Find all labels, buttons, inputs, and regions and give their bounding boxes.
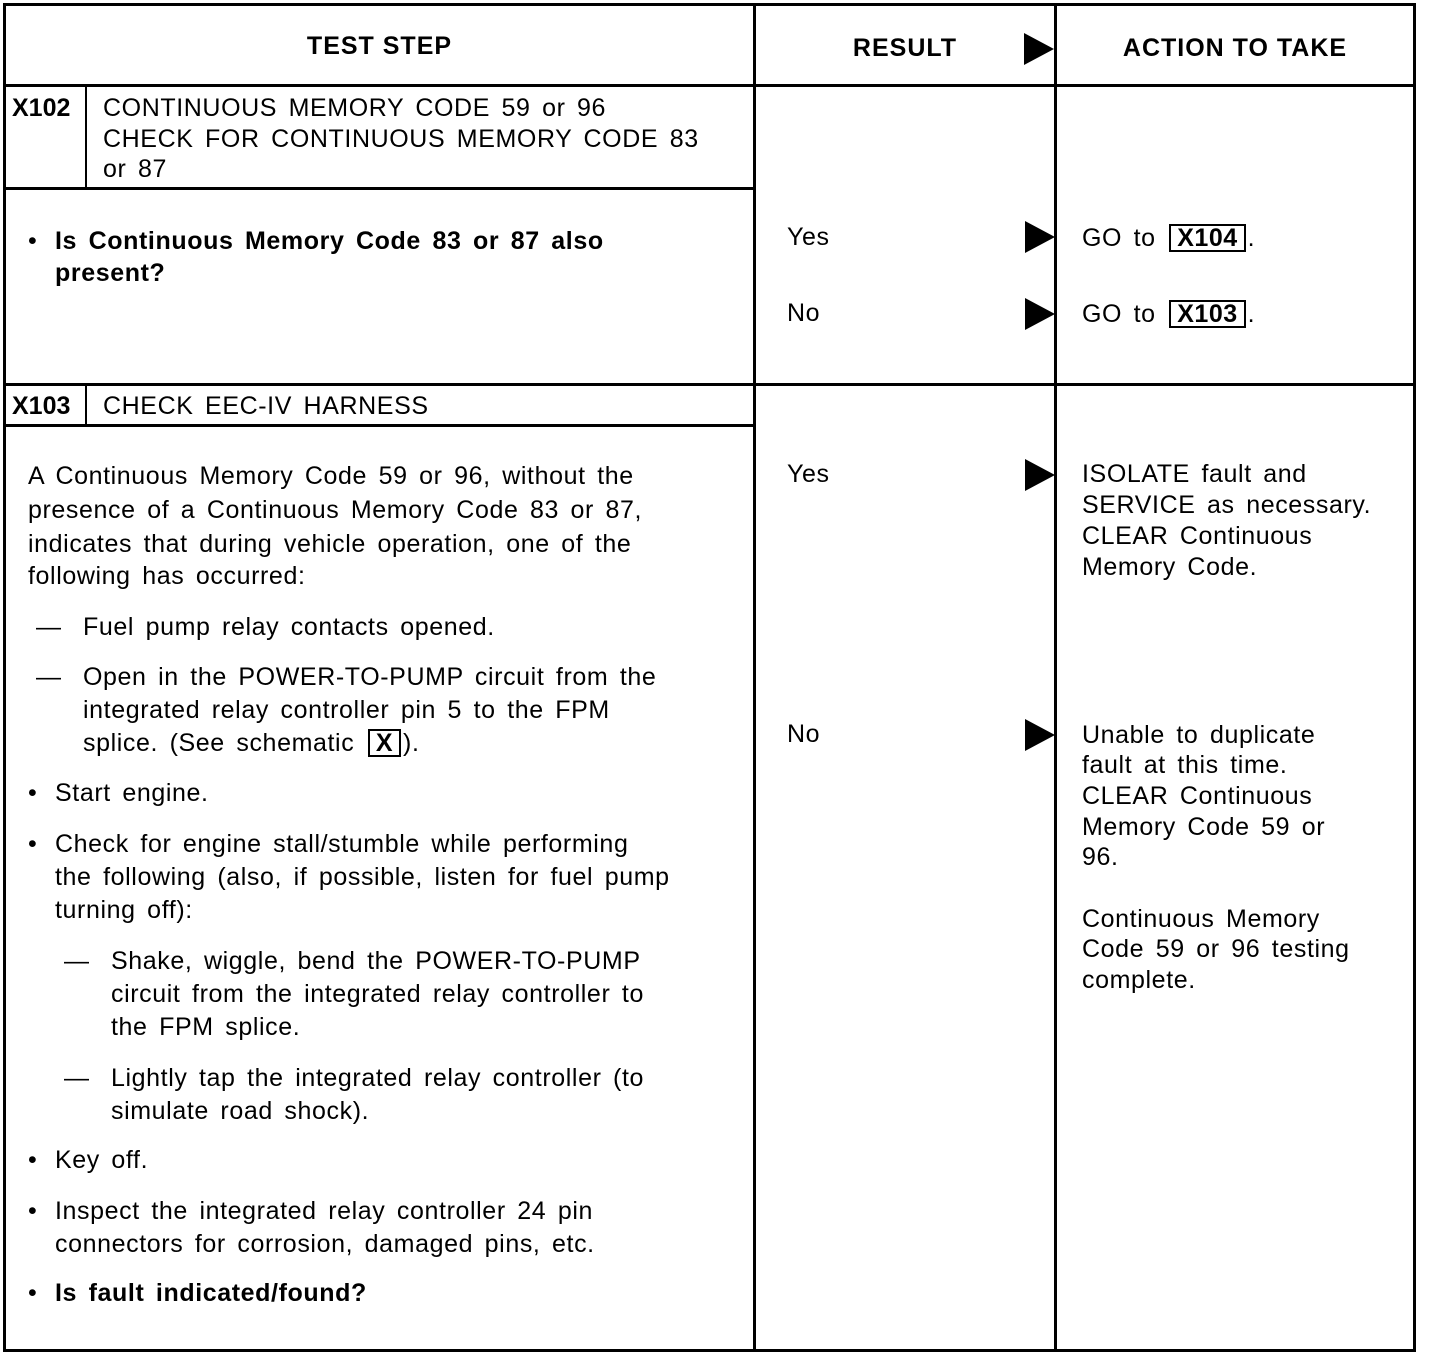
bullet-icon: • bbox=[28, 227, 37, 255]
result-yes: Yes bbox=[787, 223, 830, 251]
bullet-inspect-line: connectors for corrosion, damaged pins, etc. bbox=[55, 1230, 595, 1258]
step-x103-id-divider bbox=[85, 386, 87, 426]
sub-item-shake-line: circuit from the integrated relay controller to bbox=[111, 980, 644, 1008]
bullet-icon: • bbox=[28, 1279, 37, 1307]
result-arrow-icon bbox=[1025, 221, 1055, 253]
bullet-check-line: turning off): bbox=[55, 896, 193, 924]
result-arrow-icon bbox=[1025, 298, 1055, 330]
dash-icon: — bbox=[64, 1064, 89, 1092]
dash-icon: — bbox=[36, 613, 61, 641]
intro-line: A Continuous Memory Code 59 or 96, without the bbox=[28, 462, 634, 490]
intro-line: following has occurred: bbox=[28, 562, 306, 590]
step-x102-question-line: present? bbox=[55, 259, 166, 287]
bullet-icon: • bbox=[28, 830, 37, 858]
step-ref-x103[interactable]: X103 bbox=[1169, 300, 1245, 328]
table-border-right bbox=[1413, 3, 1416, 1352]
action-note-line: Code 59 or 96 testing bbox=[1082, 935, 1350, 963]
action-goto-x104 bbox=[1082, 222, 1255, 254]
sub-item-shake-line: Shake, wiggle, bend the POWER-TO-PUMP bbox=[111, 947, 641, 975]
step-ref-x104[interactable]: X104 bbox=[1169, 224, 1245, 252]
bullet-icon: • bbox=[28, 779, 37, 807]
action-line: Unable to duplicate bbox=[1082, 721, 1316, 749]
action-goto-suffix: . bbox=[1247, 300, 1256, 328]
header-action: ACTION TO TAKE bbox=[1122, 34, 1348, 62]
header-arrow-icon bbox=[1024, 33, 1054, 65]
step-id-x102: X102 bbox=[12, 94, 71, 122]
bullet-icon: • bbox=[28, 1146, 37, 1174]
dash-item-relay: Fuel pump relay contacts opened. bbox=[83, 613, 495, 641]
sub-item-shake-line: the FPM splice. bbox=[111, 1013, 301, 1041]
bullet-check-line: Check for engine stall/stumble while performing bbox=[55, 830, 629, 858]
dash-icon: — bbox=[64, 947, 89, 975]
step-x102-title-line: CONTINUOUS MEMORY CODE 59 or 96 bbox=[103, 94, 607, 122]
action-line: Memory Code. bbox=[1082, 553, 1258, 581]
result-arrow-icon bbox=[1025, 459, 1055, 491]
action-line: CLEAR Continuous bbox=[1082, 522, 1313, 550]
step-x102-id-divider bbox=[85, 87, 87, 188]
step-x103-title-divider bbox=[3, 424, 756, 427]
action-goto-text: GO to bbox=[1082, 300, 1156, 328]
schematic-ref-x[interactable]: X bbox=[368, 729, 401, 757]
result-yes: Yes bbox=[787, 460, 830, 488]
action-line: fault at this time. bbox=[1082, 751, 1288, 779]
action-line: 96. bbox=[1082, 843, 1119, 871]
column-divider-action bbox=[1054, 3, 1057, 1352]
bullet-start-engine: Start engine. bbox=[55, 779, 209, 807]
action-line: Memory Code 59 or bbox=[1082, 813, 1326, 841]
bullet-check-line: the following (also, if possible, listen for fuel pump bbox=[55, 863, 670, 891]
table-border-left bbox=[3, 3, 6, 1352]
header-test-step: TEST STEP bbox=[306, 32, 453, 60]
step-x102-title-line: or 87 bbox=[103, 155, 167, 183]
dash-item-open-line: integrated relay controller pin 5 to the FPM bbox=[83, 696, 610, 724]
action-goto-x103 bbox=[1082, 298, 1255, 330]
action-line: ISOLATE fault and bbox=[1082, 460, 1307, 488]
action-note-line: Continuous Memory bbox=[1082, 905, 1320, 933]
bullet-key-off: Key off. bbox=[55, 1146, 149, 1174]
bullet-inspect-line: Inspect the integrated relay controller 24 pin bbox=[55, 1197, 594, 1225]
table-border-top bbox=[3, 3, 1416, 6]
sub-item-tap-line: Lightly tap the integrated relay controller (to bbox=[111, 1064, 645, 1092]
header-result: RESULT bbox=[852, 34, 958, 62]
step-x102-question-line: Is Continuous Memory Code 83 or 87 also bbox=[55, 227, 604, 255]
header-divider bbox=[3, 84, 1416, 87]
intro-line: presence of a Continuous Memory Code 83 or 87, bbox=[28, 496, 643, 524]
dash-icon: — bbox=[36, 663, 61, 691]
step-id-x103: X103 bbox=[12, 392, 71, 420]
column-divider-result bbox=[753, 3, 756, 1352]
step-x103-title: CHECK EEC-IV HARNESS bbox=[103, 392, 429, 420]
action-goto-suffix: . bbox=[1247, 224, 1256, 252]
action-goto-text: GO to bbox=[1082, 224, 1156, 252]
action-line: SERVICE as necessary. bbox=[1082, 491, 1372, 519]
dash-item-open-line: Open in the POWER-TO-PUMP circuit from the bbox=[83, 663, 657, 691]
bullet-fault-question: Is fault indicated/found? bbox=[55, 1279, 367, 1307]
dash-item-open-line bbox=[83, 727, 420, 759]
intro-line: indicates that during vehicle operation, one of the bbox=[28, 530, 632, 558]
schematic-text: splice. (See schematic bbox=[83, 729, 355, 757]
table-border-bottom bbox=[3, 1349, 1416, 1352]
step-divider bbox=[3, 383, 1416, 386]
schematic-end: ). bbox=[403, 729, 420, 757]
result-no: No bbox=[787, 720, 821, 748]
step-x102-title-divider bbox=[3, 187, 756, 190]
action-note-line: complete. bbox=[1082, 966, 1196, 994]
step-x102-title-line: CHECK FOR CONTINUOUS MEMORY CODE 83 bbox=[103, 125, 699, 153]
result-arrow-icon bbox=[1025, 719, 1055, 751]
action-line: CLEAR Continuous bbox=[1082, 782, 1313, 810]
sub-item-tap-line: simulate road shock). bbox=[111, 1097, 370, 1125]
bullet-icon: • bbox=[28, 1197, 37, 1225]
result-no: No bbox=[787, 299, 821, 327]
